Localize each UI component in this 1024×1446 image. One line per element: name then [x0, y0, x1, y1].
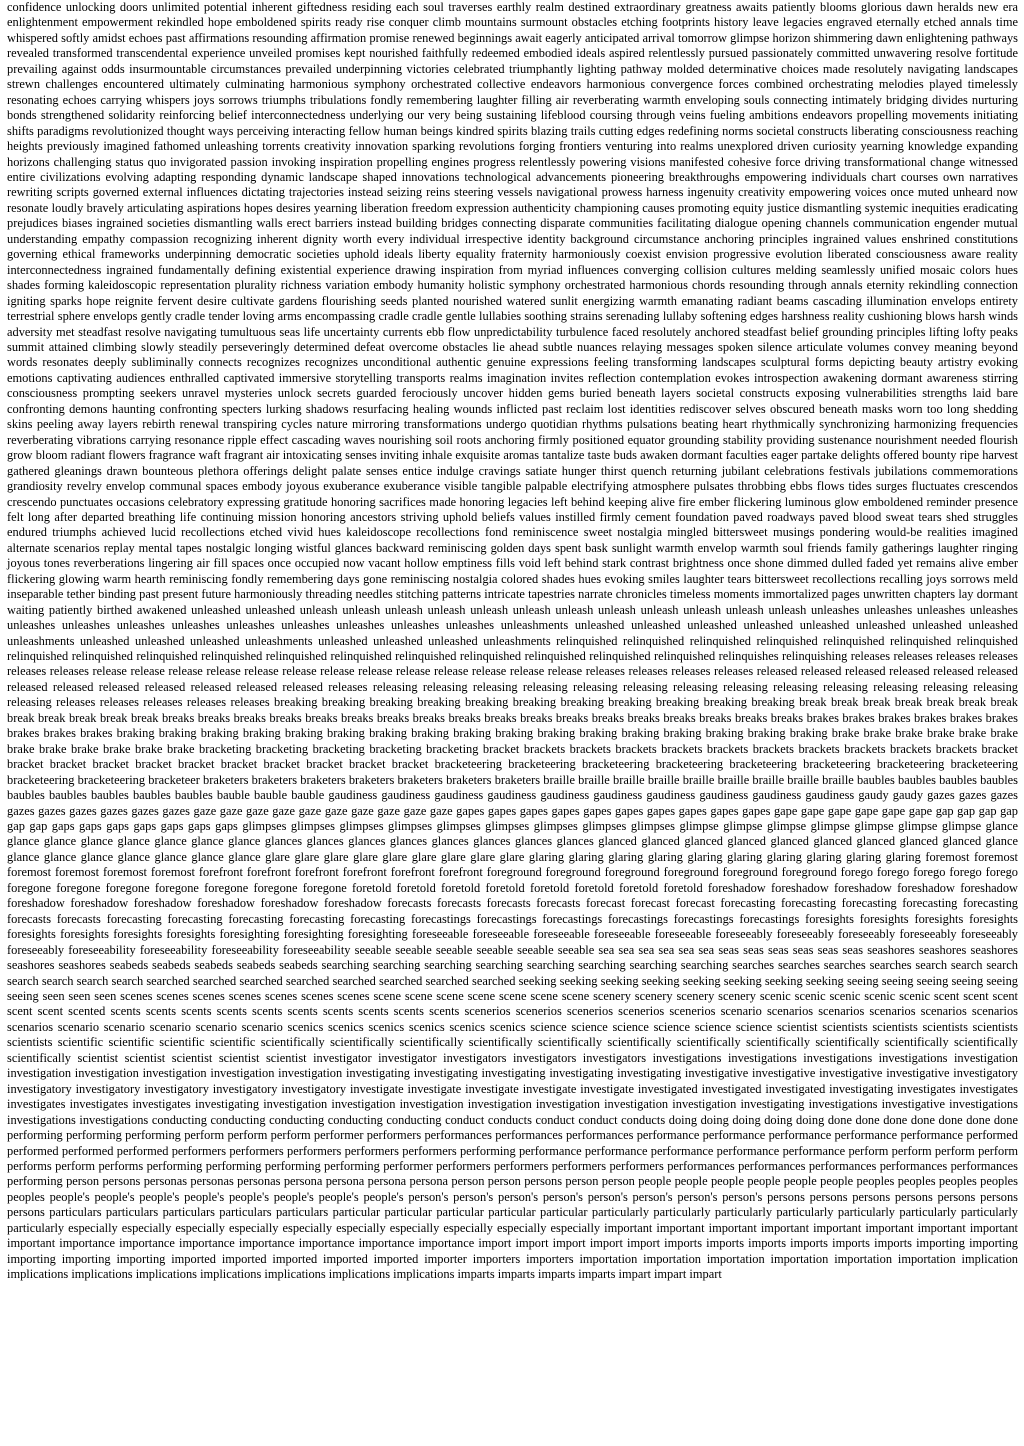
document-body-text: confidence unlocking doors unlimited potential inherent giftedness residing each soul traverses earthly realm destined extraordinary greatness awaits patiently blooms glorious dawn heralds new era enlightenment empowerment rekindled hope emboldened spirits ready rise conquer climb mountains surmount obstacles etching footprints history leave legacies engraved eternally etched annals time whispered softly amidst echoes past affirmations resounding affirmation promise renewed beginnings await eagerly anticipated arrival tomorrow glimpse horizon shimmering dawn enlightening pathways revealed transformed transcendental experience unveiled promises kept nourished faithfully redeemed embodied ideals aspired relentlessly pursued passionately committed unwavering resolve fortitude prevailing against odds insurmountable circumstances prevailed underpinning victories celebrated triumphantly lighting pathway molded determinative choices made resolutely navigating landscapes strewn challenges encountered ultimately culminating harmonious symphony orchestrated collective endeavors harmonious convergence forces combined orchestrating melodies played timelessly resonating echoes carrying whispers joys sorrows triumphs tribulations fondly remembering laughter filling air reverberating warmth enveloping souls connecting intimately bridging divides nurturing bonds strengthened solidarity reinforcing belief interconnectedness underlying our very being sustaining lifeblood coursing through veins fueling ambitions endeavors propelling movements initiating shifts paradigms revolutionized thought ways perceiving interacting fellow human beings kindred spirits blazing trails cutting edges redefining norms societal constructs liberating consciousness reaching heights previously imagined fathomed unleashing torrents creativity innovation sparking revolutions forging frontiers venturing into realms unexplored driven curiosity yearning knowledge expanding horizons challenging status quo invigorated passion invoking inspiration propelling engines progress relentlessly powering visions manifested cohesive force driving transformational change witnessed entire civilizations evolving adapting responding dynamic landscape shaped innovations technological advancements pioneering breakthroughs empowering individuals chart courses own narratives rewriting scripts governed external influences dictating trajectories instead seizing reins steering vessels navigational prowess harness ingenuity creativity empowering voices once muted unheard now resonate loudly bravely articulating aspirations hopes desires yearning liberation freedom expression authenticity championing causes promoting equity justice dismantling systemic inequities eradicating prejudices biases ingrained societies dismantling walls erect barriers instead building bridges connecting disparate communities facilitating dialogue opening channels communication engender mutual understanding empathy compassion recognizing inherent dignity worth every individual irrespective identity background circumstance anchoring principles ingrained values enshrined constitutions governing ethical frameworks underpinning democratic societies uphold ideals liberty equality fraternity harmoniously coexist envision progressive evolution liberated consciousness aware reality interconnectedness ingrained fundamentally defining existential experience drawing inspiration from myriad influences converging collision cultures melding seamlessly unified mosaic colors hues shades forming kaleidoscopic representation plurality richness variation embody humanity holistic symphony orchestrated harmonious chords resounding through annals eternity rekindling connection igniting sparks hope reignite fervent desire cultivate gardens flourishing seeds planted nourished watered sunlit energizing warmth emanating radiant beams cascading illumination envelops entirety terrestrial sphere envelops gently cradle tender loving arms encompassing cradle cradle gentle lullabies soothing strains serenading lullaby softening edges harshness reality cushioning blows harsh winds adversity met steadfast resolve navigating tumultuous seas life uncertainty currents ebb flow unpredictability turbulence faced resolutely anchored steadfast belief grounding principles lifting lofty peaks summit attained climbing slowly steadily perseveringly determined defeat overcome obstacles lie ahead subtle nuances relaying messages spoken silence articulate volumes convey meaning beyond words resonates deeply subliminally connects recognizes recognizes unconditional authentic genuine expressions feeling transforming landscapes sculptural forms depicting beauty artistry evoking emotions captivating audiences enthralled captivated immersive storytelling transports realms imagination invites reflection contemplation evokes introspection awakening dormant awareness stirring consciousness prompting seekers unravel mysteries unlock secrets guarded ferociously uncover hidden gems buried beneath layers societal constructs exposing vulnerabilities strengths laid bare confronting demons haunting confronting specters lurking shadows resurfacing healing wounds inflicted past reclaim lost identities rediscover selves obscured beneath masks worn too long shedding skins peeling away layers rebirth renewal transpiring cycles nature mirroring transformations undergo quotidian rhythms pulsations beating heart rhythmically synchronizing harmonizing frequencies reverberating vibrations carrying resonance ripple effect cascading waves nourishing soil roots anchoring firmly positioned equator grounding stability providing sustenance nourishment needed flourish grow bloom radiant flowers fragrance waft fragrant air intoxicating senses inviting inhale exquisite aromas tantalize taste buds awaken dormant faculties eager partake delights offered bounty ripe harvest gathered gleanings drawn bounteous plethora offerings delight palate senses entice indulge cravings satiate hunger thirst quench returning jubilant celebrations festivals jubilations commemorations grandiosity revelry envelop communal spaces embody joyous exuberance exuberance visible tangible palpable electrifying atmosphere pulsates throbbing ebbs flows tides surges fluctuates crescendos crescendo punctuates occasions celebratory expressing gratitude honoring sacrifices made honoring legacies left behind keeping alive fire ember flickering luminous glow emboldened reminder presence felt long after departed breathing life continuing mission honoring ancestors striving uphold beliefs values instilled firmly cement foundation paved roadways paved blood sweat tears shed struggles endured triumphs achieved lucid recollections etched vivid hues kaleidoscope recollections fond reminiscence sweet nostalgia mingled bittersweet musings pondering would-be realities imagined alternate scenarios replay mental tapes nostalgic longing wistful glances backward reminiscing golden days spent bask sunlight warmth envelop warmth soul friends family gatherings laughter ringing joyous tones reverberations lingering air fill spaces once occupied now vacant hollow emptiness fills void left behind stark contrast brightness once shone dimmed dulled faded yet remains alive ember flickering glowing warm hearth reminiscing fondly remembering days gone reminiscing nostalgia colored shades hues evoking smiles laughter tears bittersweet recollections recalling joys sorrows meld inseparable tether binding past present future harmoniously threading needles stitching patterns intricate tapestries narrate chronicles timeless moments immortalized pages unwritten chapters lay dormant waiting patiently birthed awakened unleashed unleashed unleash unleash unleash unleash unleash unleash unleash unleash unleash unleash unleash unleash unleashes unleashes unleashes unleashes unleashes unleashes unleashes unleashes unleashes unleashes unleashes unleashes unleashes unleashments unleashed unleashed unleashed unleashed unleashed unleashed unleashed unleashed unleashments unleashed unleashed unleashed unleashments unleashed unleashed unleashed unleashments relinquished relinquished relinquished relinquished relinquished relinquished relinquished relinquished relinquished relinquished relinquished relinquished relinquished relinquished relinquished relinquished relinquished relinquished relinquishes relinquishing releases releases releases releases releases releases release release release release release release release release release release release release release releases releases releases releases released released released released released released released released released released released released released releases releasing releasing releasing releasing releasing releasing releasing releasing releasing releasing releasing releasing releasing releasing releases releases releases releases releases breaking breaking breaking breaking breaking breaking breaking breaking breaking breaking breaking break break break break break break break break break break break break breaks breaks breaks breaks breaks breaks breaks breaks breaks breaks breaks breaks breaks breaks breaks breaks breaks breaks brakes brakes brakes brakes brakes brakes brakes brakes brakes braking braking braking braking braking braking braking braking braking braking braking braking braking braking braking braking braking brake brake brake brake brake brake brake brake brake brake brake brake bracketing bracketing bracketing bracketing bracketing bracket brackets brackets brackets brackets brackets brackets brackets brackets brackets brackets bracket bracket bracket bracket bracket bracket bracket bracket bracket bracket bracket bracketeering bracketeering bracketeering bracketeering bracketeering bracketeering bracketeering bracketeering bracketeering bracketeering bracketeer braketers braketers braketers braketers braketers braketers braketers braille braille braille braille braille braille braille braille braille baubles baubles baubles baubles baubles baubles baubles baubles baubles bauble bauble bauble gaudiness gaudiness gaudiness gaudiness gaudiness gaudiness gaudiness gaudiness gaudiness gaudiness gaudy gaudy gazes gazes gazes gazes gazes gazes gazes gazes gazes gaze gaze gaze gaze gaze gaze gaze gaze gaze gaze gapes gapes gapes gapes gapes gapes gapes gapes gapes gapes gape gape gape gape gape gape gap gap gap gap gap gap gaps gaps gaps gaps gaps gaps gaps glimpses glimpses glimpses glimpses glimpses glimpses glimpses glimpses glimpses glimpse glimpse glimpse glimpse glimpse glimpse glimpse glance glance glance glance glance glance glance glance glances glances glances glances glances glances glances glances glanced glanced glanced glanced glanced glanced glanced glanced glanced glance glance glance glance glance glance glance glance glare glare glare glare glare glare glare glare glare glaring glaring glaring glaring glaring glaring glaring glaring glaring glaring foremost foremost foremost foremost foremost foremost forefront forefront forefront forefront forefront forefront foreground foreground foreground foreground foreground foreground forego forego forego forego forego foregone foregone foregone foregone foregone foregone foregone foretold foretold foretold foretold foretold foretold foretold foretold foreshadow foreshadow foreshadow foreshadow foreshadow foreshadow foreshadow foreshadow foreshadow foreshadow foreshadow forecasts forecasts forecasts forecasts forecast forecast forecast forecasting forecasting forecasting forecasting forecasting forecasts forecasts forecasting forecasting forecasting forecasting forecasting forecastings forecastings forecastings forecastings forecastings forecastings foresights foresights foresights foresights foresights foresights foresights foresights foresighting foresighting foresighting foreseeable foreseeable foreseeable foreseeable foreseeable foreseeably foreseeably foreseeably foreseeably foreseeably foreseeably foreseeability foreseeability foreseeability foreseeability seeable seeable seeable seeable seeable seeable sea sea sea sea sea sea seas seas seas seas seas seas seashores seashores seashores seashores seashores seabeds seabeds seabeds seabeds seabeds searching searching searching searching searching searching searching searching searches searches searches searches search search search search search search search searched searched searched searched searched searched searched searched seeking seeking seeking seeking seeking seeking seeking seeking seeing seeing seeing seeing seeing seeing seen seen seen scenes scenes scenes scenes scenes scenes scenes scene scene scene scene scene scene scene scenery scenery scenery scenery scenic scenic scenic scenic scenic scent scent scent scent scent scented scents scents scents scents scents scents scents scents scents scents scenerios scenerios scenerios scenerios scenerios scenario scenarios scenarios scenarios scenarios scenarios scenarios scenario scenario scenario scenario scenario scenics scenics scenics scenics scenics scenics science science science science science science scientist scientists scientists scientists scientists scientists scientific scientific scientific scientific scientifically scientifically scientifically scientifically scientifically scientifically scientifically scientifically scientifically scientifically scientifically scientifically scientist scientist scientist scientist scientist investigator investigator investigators investigators investigators investigations investigations investigations investigations investigation investigation investigation investigation investigation investigation investigating investigating investigating investigating investigating investigative investigative investigative investigative investigatory investigatory investigatory investigatory investigatory investigatory investigate investigate investigate investigate investigate investigated investigated investigated investigating investigates investigates investigates investigates investigates investigating investigation investigation investigation investigation investigation investigation investigation investigating investigations investigative investigations investigations investigations conducting conducting conducting conducting conducting conduct conducts conduct conduct conducts doing doing doing doing doing done done done done done done done performing performing performing perform perform perform performer performers performances performances performances performance performance performance performance performance performed performed performed performed performers performers performers performers performers performing performance performance performance performance performance perform perform perform perform performs perform performs performing performing performing performing performer performers performers performers performers performances performances performances performances performances performing person persons personas personas personas persona persona persona persona person person persons person person people people people people people people peoples peoples peoples peoples peoples people's people's people's people's people's people's people's people's person's person's person's person's person's person's person's person's persons persons persons persons persons persons persons particulars particulars particulars particulars particulars particular particular particular particular particular particularly particularly particularly particularly particularly particularly particularly particularly especially especially especially especially especially especially especially especially especially especially important important important important important important important important important importance importance importance importance importance importance importance import import import import import imports imports imports imports imports imports importing importing importing importing importing imported imported imported imported imported importer importers importers importation importation importation importation importation importation implication implications implications implications implications implications implications implications imparts imparts imparts imparts impart impart impart [7, 0, 1018, 1282]
